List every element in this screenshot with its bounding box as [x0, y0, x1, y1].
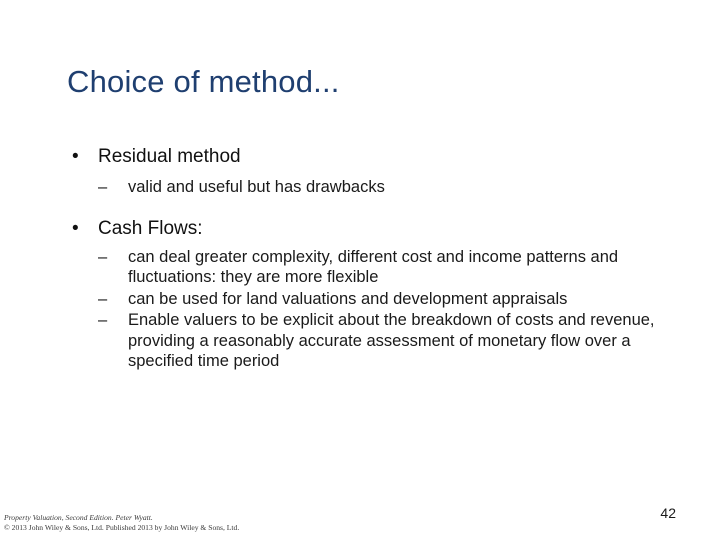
copyright-footer — [4, 513, 239, 533]
sub-list — [72, 247, 672, 372]
sub-item-text: Enable valuers to be explicit about the breakdown of costs and revenue, providing a reasonably accurate assessment of monetary flow over a specified time period — [128, 311, 655, 370]
dash-marker: – — [98, 289, 108, 308]
slide-content — [72, 145, 672, 372]
page-number: 42 — [660, 505, 676, 521]
bullet-residual-method — [72, 145, 672, 169]
bullet-text: Cash Flows: — [98, 217, 203, 239]
sub-item-text: can deal greater complexity, different cost and income patterns and fluctuations: they are more flexible — [128, 247, 619, 286]
dash-marker: – — [98, 247, 108, 266]
footer-citation: Property Valuation, Second Edition. Peter Wyatt. — [4, 513, 153, 522]
sub-item — [72, 289, 672, 310]
dash-marker: – — [98, 178, 108, 196]
sub-item — [72, 310, 672, 372]
sub-item-text: can be used for land valuations and development appraisals — [128, 289, 568, 308]
bullet-cash-flows — [72, 217, 672, 241]
sub-item — [72, 177, 672, 198]
bullet-marker: • — [72, 146, 79, 167]
sub-item — [72, 247, 672, 288]
dash-marker: – — [98, 311, 108, 329]
sub-list — [72, 177, 672, 198]
footer-copyright: © 2013 John Wiley & Sons, Ltd. Published 2013 by John Wiley & Sons, Ltd. — [4, 523, 240, 532]
sub-item-text: valid and useful but has drawbacks — [128, 178, 385, 196]
slide-title: Choice of method... — [67, 64, 340, 99]
bullet-text: Residual method — [98, 146, 241, 167]
bullet-marker: • — [72, 217, 79, 239]
